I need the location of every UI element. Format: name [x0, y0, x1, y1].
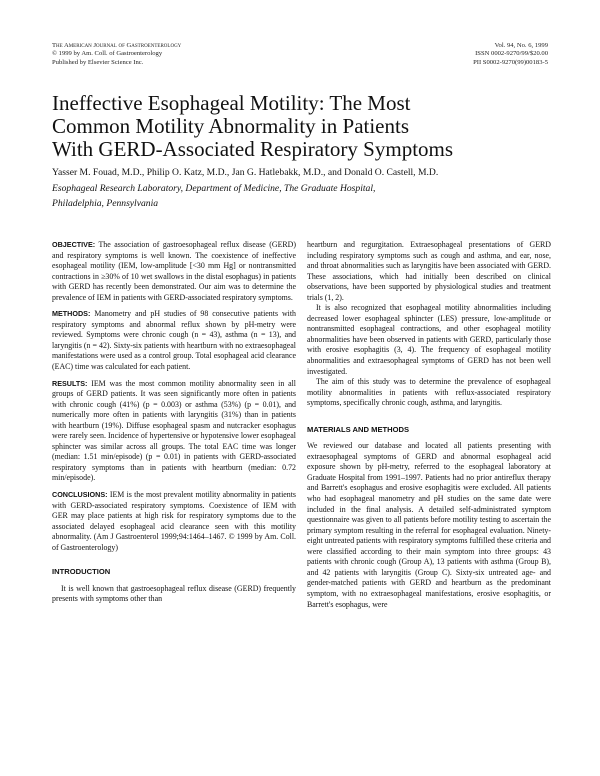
methods-heading: MATERIALS AND METHODS	[307, 424, 410, 434]
abstract-objective	[52, 240, 296, 303]
journal-header	[52, 42, 181, 67]
intro-paragraph: It is well known that gastroesophageal reflux disease (GERD) frequently presents with symptoms other than	[52, 583, 296, 604]
copyright-line: © 1999 by Am. Coll. of Gastroenterology	[52, 50, 163, 58]
title-line: With GERD-Associated Respiratory Symptoms	[52, 137, 454, 161]
affiliation-line: Esophageal Research Laboratory, Department of Medicine, The Graduate Hospital,	[52, 183, 376, 194]
title-line: Ineffective Esophageal Motility: The Most	[52, 91, 411, 115]
issn-line: ISSN 0002-9270/99/$20.00	[475, 50, 548, 58]
intro-paragraph-continued: heartburn and regurgitation. Extraesophageal presentations of GERD including respiratory symptoms such as cough and asthma, and ear, nose, and throat abnormalities such as laryngitis have been associated with GERD. These associations, which had initially been described on clinical observations, have been supported by physiological studies and treatment trials (1, 2).	[307, 240, 551, 302]
conclusions-text: IEM is the most prevalent motility abnormality in patients with GERD-associated respiratory symptoms. Coexistence of IEM with GER may place patients at high risk for respiratory symptoms due to the associated delayed esophageal acid clearance seen with this motility abnormality. (Am J Gastroenterol 1999;94:1464–1467. © 1999 by Am. Coll. of Gastroenterology)	[52, 490, 296, 552]
abstract-methods	[52, 309, 296, 372]
affiliation-line: Philadelphia, Pennsylvania	[52, 198, 159, 209]
abstract-results	[52, 379, 296, 484]
objective-text: The association of gastroesophageal reflux disease (GERD) and respiratory symptoms is well known. The coexistence of ineffective esophageal motility (IEM, low-amplitude [<30 mm Hg] or nontransmitted contractions in ≥30% of 10 wet swallows in the distal esophagus) in patients with GERD has recently been demonstrated. Our aim was to determine the prevalence of IEM in patients with GERD-associated respiratory symptoms.	[52, 240, 296, 302]
publisher-line: Published by Elsevier Science Inc.	[52, 58, 144, 66]
conclusions-label: CONCLUSIONS:	[52, 490, 108, 500]
results-label: RESULTS:	[52, 378, 88, 388]
title-line: Common Motility Abnormality in Patients	[52, 114, 410, 138]
journal-name: The American Journal of Gastroenterology	[52, 42, 182, 49]
affiliation	[52, 181, 375, 211]
results-text: IEM was the most common motility abnormality seen in all groups of GERD patients. It was seen significantly more often in patients with chronic cough (41%) (p = 0.003) or asthma (53%) (p = 0.01), and numerically more often in patients with laryngitis (31%) than in patients with heartburn (19%). Diffuse esophageal spasm and nutcracker esophagus were rarely seen. Incidence of hypertensive or hypotensive lower esophageal sphincter was similar across all groups. The total EAC time was longer (median: 1.51 min/episode) (p = 0.01) in patients with GERD-associated respiratory symptoms than in patients with heartburn (median: 0.72 min/episode).	[52, 378, 296, 483]
intro-paragraph: The aim of this study was to determine the prevalence of esophageal motility abnormalities in patients with reflux-associated respiratory symptoms, specifically chronic cough, asthma, and laryngitis.	[307, 377, 551, 408]
abstract-conclusions	[52, 490, 296, 553]
methods-text: Manometry and pH studies of 98 consecutive patients with respiratory symptoms and abnormal reflux shown by pH-metry were reviewed. Symptoms were chronic cough (n = 43), asthma (n = 13), and laryngitis (n = 42). Sixty-six patients with heartburn with no extraesophageal manifestations were used as a control group. Total esophageal acid clearance (EAC) time was calculated for each patient.	[52, 309, 296, 372]
methods-paragraph: We reviewed our database and located all patients presenting with extraesophageal symptoms of GERD and abnormal esophageal acid exposure shown by pH-metry, referred to the esophageal laboratory at Graduate Hospital from 1991–1997. Patients had no prior antireflux therapy and Barrett's esophagus and erosive esophagitis were excluded. All patients who had esophageal manometry and pH studies on the same date were included in the final analysis. A detailed self-administrated symptom questionnaire was given to all patients before motility testing to ascertain the primary symptom resulting in the referral for esophageal evaluation. Ninety-eight untreated patients with respiratory symptoms fulfilled these criteria and were classified according to their main symptom into three groups: 43 patients with chronic cough (Group A), 13 patients with asthma (Group B), and 42 patients with laryngitis (Group C). Sixty-six untreated age- and gender-matched patients with GERD and heartburn as the predominant symptom, with no extraesophageal manifestations, erosive esophagitis, or Barrett's esophagus, were	[307, 441, 551, 609]
methods-label: METHODS:	[52, 309, 91, 319]
intro-paragraph: It is also recognized that esophageal motility abnormalities including decreased lower esophageal sphincter (LES) pressure, low-amplitude or nontransmitted esophageal contractions, and other esophageal motility abnormalities have been observed in patients with GERD, particularly those with erosive esophagitis (3, 4). The frequency of esophageal motility abnormalities and extraesophageal symptoms of GERD has not been well investigated.	[307, 303, 551, 376]
introduction-heading: INTRODUCTION	[52, 567, 111, 577]
author-list: Yasser M. Fouad, M.D., Philip O. Katz, M.D., Jan G. Hatlebakk, M.D., and Donald O. Castell, M.D.	[52, 167, 439, 178]
pii-line: PII S0002-9270(99)00183-5	[473, 58, 548, 66]
article-title	[52, 92, 552, 161]
objective-label: OBJECTIVE:	[52, 240, 96, 249]
issue-info	[473, 42, 548, 67]
volume-line: Vol. 94, No. 6, 1999	[494, 42, 548, 49]
left-column	[52, 240, 296, 605]
right-column	[307, 240, 551, 610]
